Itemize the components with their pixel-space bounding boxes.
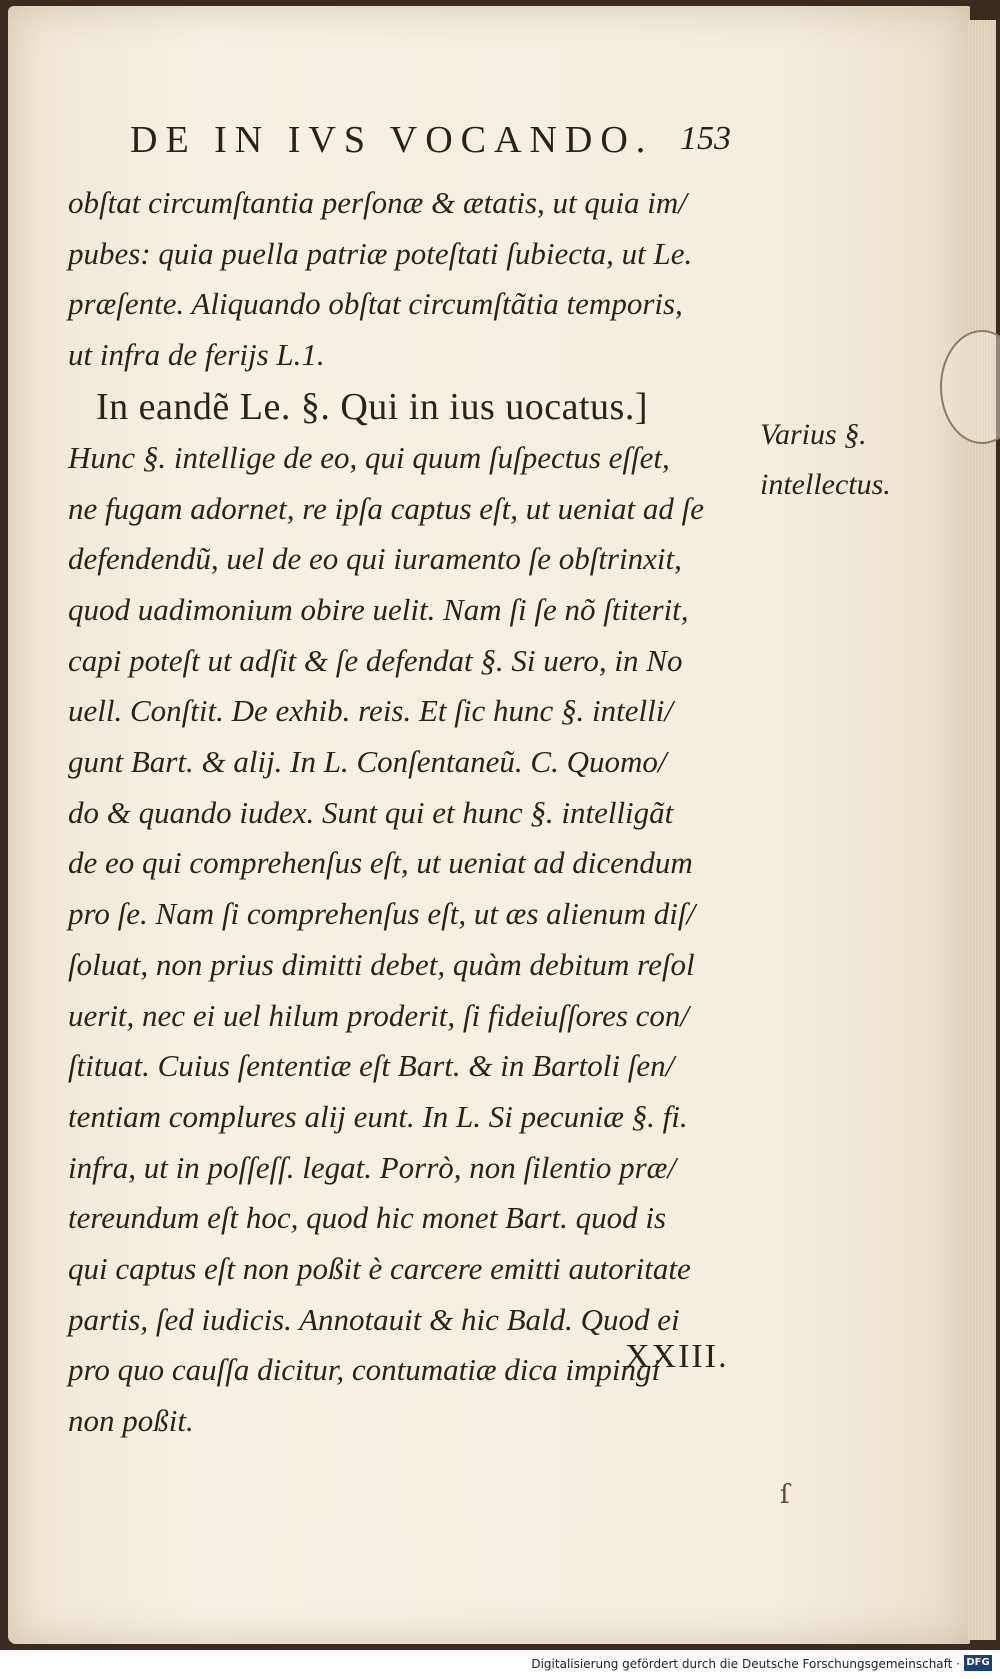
footer-credit: Digitalisierung gefördert durch die Deutsche Forschungsgemeinschaft · [531,1657,960,1671]
text-line: do & quando iudex. Sunt qui et hunc §. intelligãt [68,794,674,830]
margin-note [760,410,891,510]
text-line: defendendũ, uel de eo qui iuramento ſe obſtrinxit, [68,541,682,577]
text-line: ut infra de ferijs L.1. [68,337,325,373]
text-line: tereundum eſt hoc, quod hic monet Bart. quod is [68,1200,667,1236]
text-line: de eo qui comprehenſus eſt, ut ueniat ad dicendum [68,845,693,881]
text-line: pro quo cauſſa dicitur, contumatiæ dica impingi [68,1352,661,1388]
ink-mark: ſ [780,1480,790,1510]
footer [0,1650,1000,1679]
text-line: Hunc §. intellige de eo, qui quum ſuſpectus eſſet, [68,439,670,475]
text-line: gunt Bart. & alij. In L. Conſentaneũ. C. Quomo/ [68,744,667,780]
text-line: non poßit. [68,1403,194,1439]
text-line: qui captus eſt non poßit è carcere emitti autoritate [68,1251,691,1287]
page-fore-edge [968,20,996,1640]
text-line: pubes: quia puella patriæ poteſtati ſubiecta, ut Le. [68,235,693,271]
text-line: uerit, nec ei uel hilum proderit, ſi fideiuſſores con/ [68,997,690,1033]
text-line: tentiam complures alij eunt. In L. Si pecuniæ §. fi. [68,1098,688,1134]
margin-note-line: intellectus. [760,468,891,501]
margin-note-line: Varius §. [760,418,867,451]
text-line: uell. Conſtit. De exhib. reis. Et ſic hunc §. intelli/ [68,693,673,729]
page-number: 153 [680,120,731,157]
running-title: DE IN IVS VOCANDO. [130,119,654,161]
body-text [68,178,768,1447]
text-line: capi poteſt ut adſit & ſe defendat §. Si uero, in No [68,642,683,678]
text-line: obſtat circumſtantia perſonæ & ætatis, ut quia im/ [68,185,687,220]
catchword: XXIII. [625,1338,729,1375]
text-line: pro ſe. Nam ſi comprehenſus eſt, ut æs alienum diſ/ [68,896,696,932]
text-line: præſente. Aliquando obſtat circumſtãtia temporis, [68,286,683,322]
text-line: partis, ſed iudicis. Annotauit & hic Bald. Quod ei [68,1301,680,1337]
text-line: ne fugam adornet, re ipſa captus eſt, ut ueniat ad ſe [68,490,704,526]
dfg-logo: DFG [964,1655,992,1671]
text-line: infra, ut in poſſeſſ. legat. Porrò, non ſilentio præ/ [68,1149,676,1185]
text-line: ſtituat. Cuius ſententiæ eſt Bart. & in Bartoli ſen/ [68,1048,675,1084]
text-line: quod uadimonium obire uelit. Nam ſi ſe nõ ſtiterit, [68,591,689,627]
section-heading: In eandẽ Le. §. Qui in ius uocatus.] [96,385,648,428]
text-line: ſoluat, non prius dimitti debet, quàm debitum reſol [68,946,695,982]
